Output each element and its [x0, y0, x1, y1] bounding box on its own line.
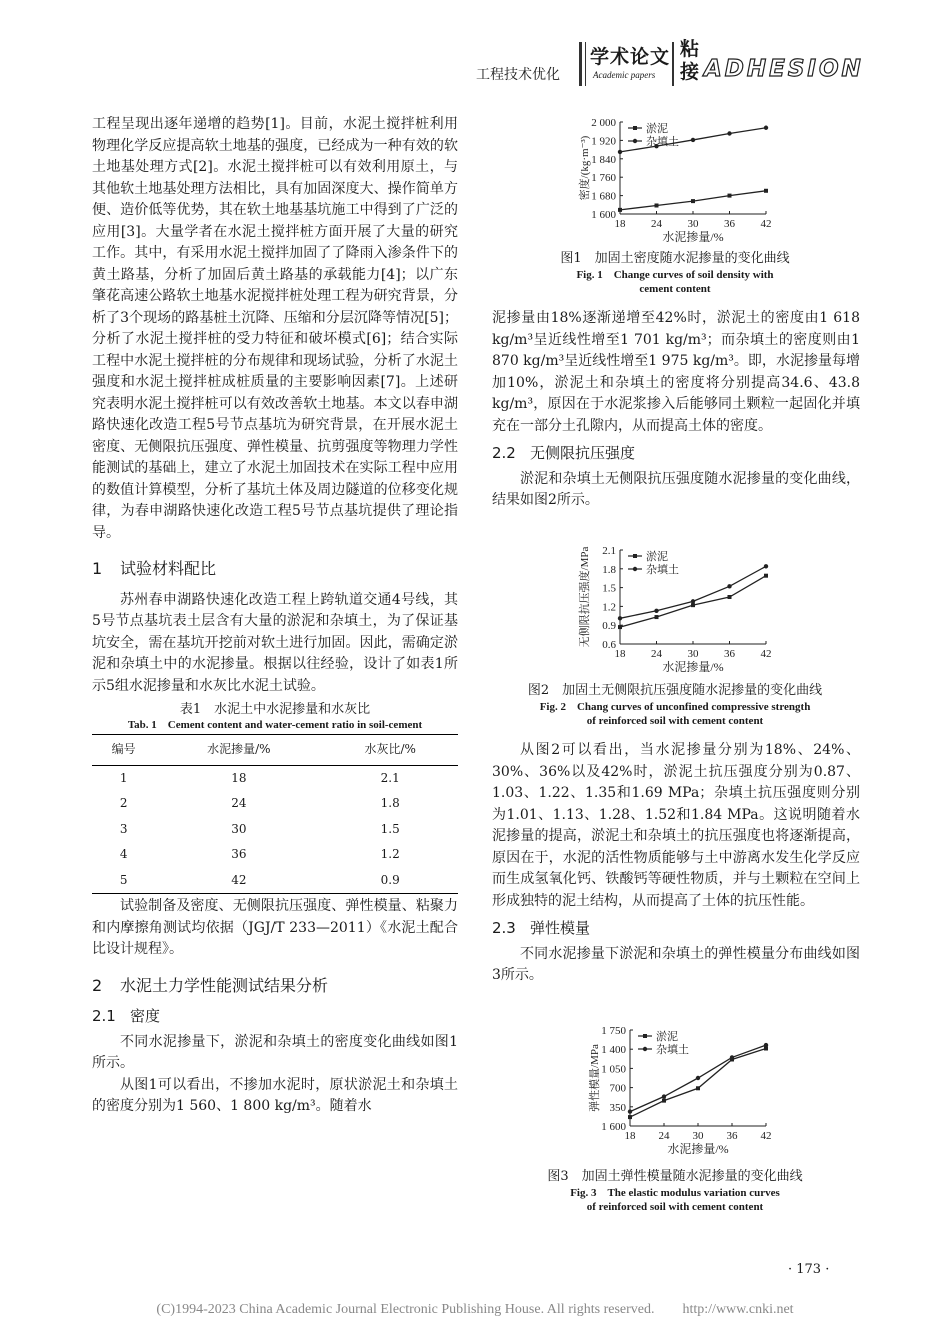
data-point	[691, 599, 695, 603]
paragraph: 淤泥和杂填土无侧限抗压强度随水泥掺量的变化曲线，结果如图2所示。	[492, 470, 860, 508]
header-bar	[579, 42, 582, 86]
data-point	[691, 603, 695, 607]
data-point	[628, 1109, 632, 1113]
table-header: 编号	[92, 735, 155, 766]
x-tick-label: 36	[724, 218, 735, 230]
table-caption: 表1 水泥土中水泥掺量和水灰比	[179, 702, 371, 717]
y-axis-label: 无侧限抗压强度/MPa	[579, 546, 591, 648]
section-heading: 2 水泥土力学性能测试结果分析	[92, 975, 329, 995]
left-column	[92, 114, 458, 1118]
data-point	[727, 131, 731, 135]
table-row: 4 36 1.2	[119, 847, 400, 861]
legend-label: 杂填土	[646, 136, 679, 148]
legend-marker	[643, 1034, 647, 1038]
data-point	[696, 1076, 700, 1080]
figure-caption: 图3 加固土弹性模量随水泥掺量的变化曲线	[547, 1169, 803, 1184]
legend-label: 淤泥	[646, 123, 668, 135]
paragraph: 从图2可以看出，当水泥掺量分别为18%、24%、30%、36%以及42%时，淤泥土抗压强度分别为0.87、1.03、1.22、1.35和1.69 MPa；杂填土抗压强度则分别为1.01、1.13、1.28、1.52和1.84 MPa。这说明随着水泥掺量的提高，淤泥土和杂填土的抗压强度也将逐渐提高，原因在于，水泥的活性物质能够与土中游离水发生化学反应而生成氢氧化钙、铁酸钙等硬性物质，并与土颗粒在空间上形成独特的泥土结构，从而提高了土体的抗压性能。	[492, 742, 860, 909]
table-1	[92, 701, 458, 894]
figure-caption: 图2 加固土无侧限抗压强度随水泥掺量的变化曲线	[527, 683, 823, 698]
data-point	[655, 615, 659, 619]
y-tick-label: 0.6	[602, 639, 616, 651]
y-tick-label: 1 760	[591, 172, 616, 185]
x-tick-label: 24	[658, 1130, 670, 1142]
figure-caption-en: Fig. 2 Chang curves of unconfined compressive strength	[539, 701, 811, 713]
paragraph: 不同水泥掺量下淤泥和杂填土的弹性模量分布曲线如图3所示。	[492, 945, 860, 983]
figure-caption: 图1 加固土密度随水泥掺量的变化曲线	[560, 251, 790, 266]
data-point	[628, 1115, 632, 1119]
figure-1	[490, 116, 860, 296]
data-point	[764, 1043, 768, 1047]
paragraph: 泥掺量由18%逐渐递增至42%时，淤泥土的密度由1 618 kg/m³呈近线性增至1 701 kg/m³；而杂填土的密度则由1 870 kg/m³呈近线性增至1 975 kg/m³。即，水泥掺量每增加10%，淤泥土和杂填土的密度将分别提高34.6、43.8 kg/m³，原因在于水泥浆掺入后能够同土颗粒一起固化并填充在一部分土孔隙内，从而提高土体的密度。	[492, 310, 860, 434]
table-header: 水泥掺量/%	[155, 735, 322, 766]
x-tick-label: 30	[687, 648, 699, 660]
right-column-b	[492, 740, 860, 987]
figure-caption-en: cement content	[639, 283, 711, 295]
chart-modulus	[490, 1024, 860, 1164]
x-tick-label: 36	[726, 1130, 738, 1142]
magazine-logo-en: ADHESION	[704, 56, 864, 82]
paragraph: 试验制备及密度、无侧限抗压强度、弹性模量、粘聚力和内摩擦角测试均依据（JGJ/T 233—2011）《水泥土配合比设计规程》。	[92, 898, 458, 957]
page-header	[0, 38, 950, 94]
data-point	[764, 574, 768, 578]
y-tick-label: 1 600	[601, 1121, 626, 1133]
header-bar	[585, 42, 586, 86]
x-tick-label: 36	[724, 648, 735, 660]
data-point	[618, 625, 622, 629]
legend-marker	[643, 1047, 647, 1051]
subsection-heading: 2.1 密度	[92, 1007, 161, 1025]
y-tick-label: 2.1	[602, 545, 616, 557]
data-point	[728, 194, 732, 198]
paragraph: 不同水泥掺量下，淤泥和杂填土的密度变化曲线如图1所示。	[92, 1033, 458, 1071]
legend-label: 淤泥	[646, 551, 668, 563]
table-caption-en: Tab. 1 Cement content and water-cement ratio in soil-cement	[127, 719, 423, 731]
series-line	[620, 566, 766, 618]
legend-marker	[633, 126, 637, 130]
legend-marker	[633, 554, 637, 558]
data-point	[654, 609, 658, 613]
chart-strength	[490, 540, 860, 678]
legend-marker	[633, 567, 637, 571]
chart-density	[490, 116, 860, 246]
page-number: · 173 ·	[788, 1262, 830, 1277]
data-point	[662, 1094, 666, 1098]
y-tick-label: 1 750	[601, 1025, 626, 1037]
figure-2	[490, 540, 860, 728]
subsection-heading: 2.3 弹性模量	[492, 919, 591, 937]
y-tick-label: 1 600	[591, 209, 616, 221]
copyright-footer: (C)1994-2023 China Academic Journal Electronic Publishing House. All rights reserved. http://www.cnki.net	[156, 1302, 794, 1317]
header-divider	[672, 42, 674, 86]
paragraph: 工程呈现出逐年递增的趋势[1]。目前，水泥土搅拌桩利用物理化学反应提高软土地基的强度，已经成为一种有效的软土地基处理方式[2]。水泥土搅拌桩可以有效利用原土，与其他软土地基处理方法相比，具有加固深度大、操作简单方便、造价低等优势，其在软土地基基坑施工中得到了广泛的应用[3]。大量学者在水泥土搅拌桩方面开展了大量的研究工作。其中，有采用水泥土搅拌加固了了降雨入渗条件下的黄土路基，分析了加固后黄土路基的承载能力[4]；以广东肇花高速公路软土地基水泥搅拌桩处理工程为研究背景，分析了3个现场的路基桩土沉降、压缩和分层沉降等情况[5]；分析了水泥土搅拌桩的受力特征和破坏模式[6]；结合实际工程中水泥土搅拌桩的分布规律和现场试验，分析了水泥土强度和水泥土搅拌桩成桩质量的主要影响因素[7]。上述研究表明水泥土搅拌桩可以有效改善软土地基。本文以春申湖路快速化改造工程5号节点基坑为研究背景，在开展水泥土密度、无侧限抗压强度、弹性模量、抗剪强度等物理力学性能测试的基础上，建立了水泥土加固技术在实际工程中应用的数值计算模型，分析了基坑土体及周边隧道的位移变化规律，为春申湖路快速化改造工程5号节点基坑提供了理论指导。	[92, 116, 458, 541]
figure-caption-en: Fig. 1 Change curves of soil density with	[576, 269, 774, 281]
paragraph: 从图1可以看出，不掺加水泥时，原状淤泥土和杂填土的密度分别为1 560、1 800 kg/m³。随着水	[92, 1076, 458, 1114]
data-point	[691, 199, 695, 203]
x-axis-label: 水泥掺量/%	[667, 1142, 729, 1156]
x-tick-label: 24	[651, 218, 662, 230]
paragraph: 苏州春申湖路快速化改造工程上跨轨道交通4号线，其5号节点基坑表土层含有大量的淤泥和杂填土，为了保证基坑安全，需在基坑开挖前对软土进行加固。因此，需确定淤泥和杂填土中的水泥掺量。根据以往经验，设计了如表1所示5组水泥掺量和水灰比水泥土试验。	[92, 591, 458, 694]
series-line	[630, 1049, 766, 1118]
x-tick-label: 30	[692, 1130, 704, 1142]
section-title: 工程技术优化	[476, 67, 560, 83]
x-tick-label: 30	[687, 218, 699, 230]
data-point	[764, 189, 768, 193]
data-point	[691, 138, 695, 142]
legend-label: 杂填土	[656, 1044, 689, 1056]
magazine-logo-cn: 粘接	[680, 38, 700, 83]
data-point	[730, 1055, 734, 1059]
x-tick-label: 18	[624, 1130, 636, 1142]
y-tick-label: 1 050	[601, 1063, 626, 1076]
table-header: 水灰比/%	[322, 735, 458, 766]
legend-label: 杂填土	[646, 564, 679, 576]
data-point	[662, 1099, 666, 1103]
figure-3	[490, 1024, 860, 1214]
y-tick-label: 1 400	[601, 1044, 626, 1057]
y-tick-label: 1 840	[591, 153, 616, 166]
data-point	[618, 208, 622, 212]
y-tick-label: 1.5	[602, 582, 616, 595]
table-row: 1 18 2.1	[119, 770, 400, 785]
y-tick-label: 1.2	[602, 601, 616, 614]
data-point	[618, 150, 622, 154]
y-axis-label: 密度/(kg·m⁻³)	[579, 135, 591, 201]
y-tick-label: 700	[609, 1082, 626, 1095]
legend-marker	[633, 139, 637, 143]
x-tick-label: 42	[760, 648, 772, 660]
data-point	[655, 203, 659, 207]
y-tick-label: 0.9	[602, 620, 616, 633]
x-tick-label: 42	[760, 1130, 772, 1142]
data-point	[727, 584, 731, 588]
y-axis-label: 弹性模量/MPa	[589, 1044, 601, 1112]
x-axis-label: 水泥掺量/%	[662, 230, 724, 244]
data-table	[92, 734, 458, 894]
section-heading: 1 试验材料配比	[92, 559, 217, 578]
x-tick-label: 18	[614, 218, 626, 230]
journal-section-cn: 学术论文	[590, 46, 671, 68]
data-point	[764, 564, 768, 568]
figure-caption-en: of reinforced soil with cement content	[586, 1201, 764, 1213]
figure-caption-en: of reinforced soil with cement content	[586, 715, 764, 727]
figure-caption-en: Fig. 3 The elastic modulus variation curves	[570, 1187, 780, 1199]
x-tick-label: 42	[760, 218, 772, 230]
data-point	[618, 616, 622, 620]
x-tick-label: 24	[651, 648, 662, 660]
right-column-a	[492, 308, 860, 512]
subsection-heading: 2.2 无侧限抗压强度	[492, 444, 636, 462]
y-tick-label: 1 920	[591, 135, 616, 148]
data-point	[728, 595, 732, 599]
table-row: 3 30 1.5	[119, 821, 400, 836]
legend-label: 淤泥	[656, 1031, 678, 1043]
table-row: 2 24 1.8	[119, 796, 400, 810]
y-tick-label: 350	[609, 1101, 626, 1114]
y-tick-label: 2 000	[591, 117, 616, 129]
y-tick-label: 1 680	[591, 190, 616, 203]
x-tick-label: 18	[614, 648, 626, 660]
table-row: 5 42 0.9	[92, 868, 458, 894]
x-axis-label: 水泥掺量/%	[662, 660, 724, 674]
data-point	[764, 126, 768, 130]
data-point	[696, 1086, 700, 1090]
y-tick-label: 1.8	[602, 563, 616, 576]
journal-section-en: Academic papers	[593, 70, 656, 80]
